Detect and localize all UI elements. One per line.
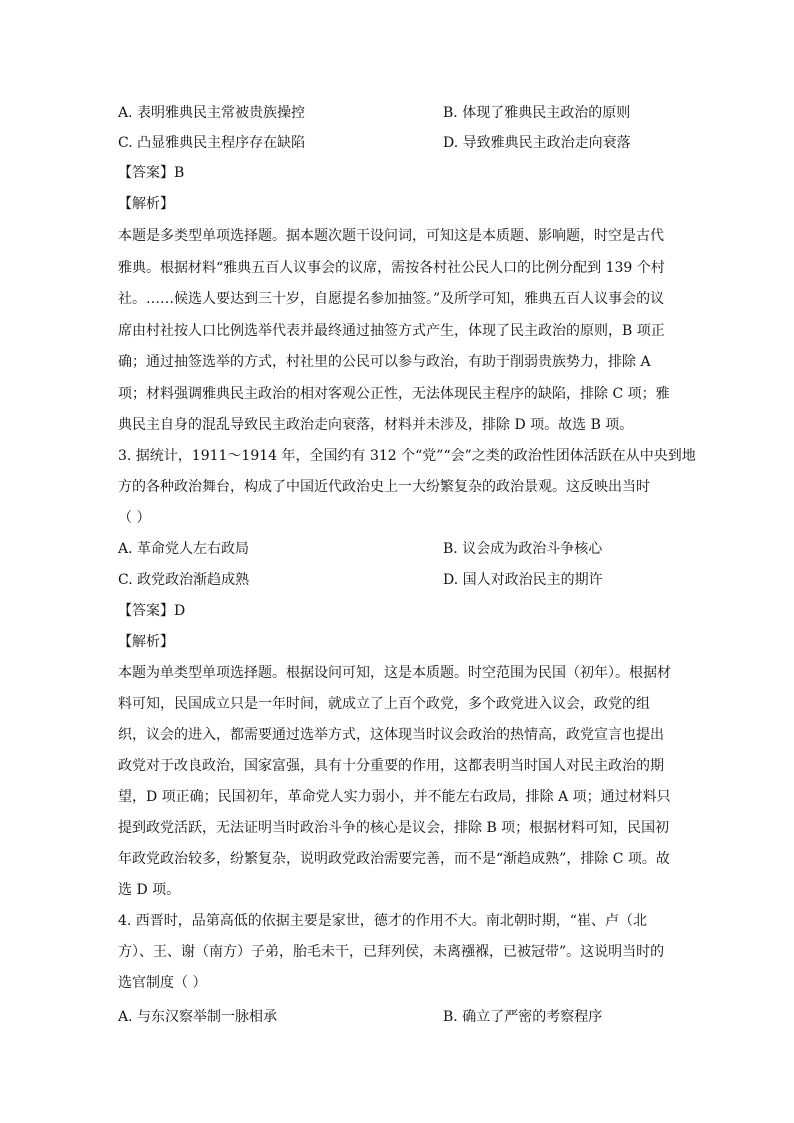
q3-analysis-line: 年政党政治较多，纷繁复杂，说明政党政治需要完善，而不是“渐趋成熟”，排除 C 项。故 <box>118 851 670 867</box>
q2-option-d: D. 导致雅典民主政治走向衰落 <box>443 135 631 151</box>
q3-analysis-line: 织，议会的进入，都需要通过选举方式，这体现当时议会政治的热情高，政党宣言也提出 <box>118 727 664 743</box>
q2-analysis-line: 典民主自身的混乱导致民主政治走向衰落，材料并未涉及，排除 D 项。故选 B 项。 <box>118 417 634 433</box>
q3-analysis-line: 料可知，民国成立只是一年时间，就成立了上百个政党，多个政党进入议会，政党的组 <box>118 696 650 712</box>
q2-analysis-line: 确；通过抽签选举的方式，村社里的公民可以参与政治，有助于削弱贵族势力，排除 A <box>118 354 651 370</box>
q2-analysis-title: 【解析】 <box>118 196 174 212</box>
q3-option-d: D. 国人对政治民主的期许 <box>443 572 603 588</box>
q2-analysis-line: 本题是多类型单项选择题。据本题次题干设问词，可知这是本质题、影响题，时空是古代 <box>118 228 664 244</box>
q3-option-a: A. 革命党人左右政局 <box>118 541 250 557</box>
q3-stem-line: 方的各种政治舞台，构成了中国近代政治史上一大纷繁复杂的政治景观。这反映出当时 <box>118 479 650 495</box>
q2-answer: 【答案】B <box>118 165 185 181</box>
q3-option-b: B. 议会成为政治斗争核心 <box>443 541 603 557</box>
q2-analysis-line: 社。……候选人要达到三十岁，自愿提名参加抽签。”及所学可知，雅典五百人议事会的议 <box>118 291 665 307</box>
q2-analysis-line: 席由村社按人口比例选举代表并最终通过抽签方式产生，体现了民主政治的原则，B 项正 <box>118 323 665 339</box>
q2-option-c: C. 凸显雅典民主程序存在缺陷 <box>118 135 306 151</box>
q2-analysis-line: 雅典。根据材料“雅典五百人议事会的议席，需按各村社公民人口的比例分配到 139 个村 <box>118 260 665 276</box>
q4-option-b: B. 确立了严密的考察程序 <box>443 1009 603 1025</box>
q4-option-a: A. 与东汉察举制一脉相承 <box>118 1009 278 1025</box>
q2-option-a: A. 表明雅典民主常被贵族操控 <box>118 105 306 121</box>
q3-analysis-line: 政党对于改良政治，国家富强，具有十分重要的作用，这都表明当时国人对民主政治的期 <box>118 758 664 774</box>
q3-answer: 【答案】D <box>118 603 186 619</box>
q2-option-b: B. 体现了雅典民主政治的原则 <box>443 105 631 121</box>
q4-stem-line: 方）、王、谢（南方）子弟，胎毛未干，已拜列侯，未离襁褓，已被冠带”。这说明当时的 <box>118 944 665 960</box>
q3-analysis-line: 望，D 项正确；民国初年，革命党人实力弱小，并不能左右政局，排除 A 项；通过材料只 <box>118 789 671 805</box>
q3-analysis-title: 【解析】 <box>118 634 174 650</box>
q3-analysis-line: 本题为单类型单项选择题。根据设问可知，这是本质题。时空范围为民国（初年）。根据材 <box>118 665 671 681</box>
q4-stem-line: 4. 西晋时，品第高低的依据主要是家世，德才的作用不大。南北朝时期，“崔、卢（北 <box>118 913 647 929</box>
q3-option-c: C. 政党政治渐趋成熟 <box>118 572 250 588</box>
q4-stem-line: 选官制度（ ） <box>118 975 207 991</box>
q2-analysis-line: 项；材料强调雅典民主政治的相对客观公正性，无法体现民主程序的缺陷，排除 C 项；雅 <box>118 386 670 402</box>
q3-analysis-line: 提到政党活跃，无法证明当时政治斗争的核心是议会，排除 B 项；根据材料可知，民国初 <box>118 820 670 836</box>
q3-stem-line: 3. 据统计，1911～1914 年，全国约有 312 个“党”“会”之类的政治性团体活跃在从中央到地 <box>118 448 696 464</box>
q3-stem-line: （ ） <box>118 510 151 526</box>
q3-analysis-line: 选 D 项。 <box>118 882 181 898</box>
